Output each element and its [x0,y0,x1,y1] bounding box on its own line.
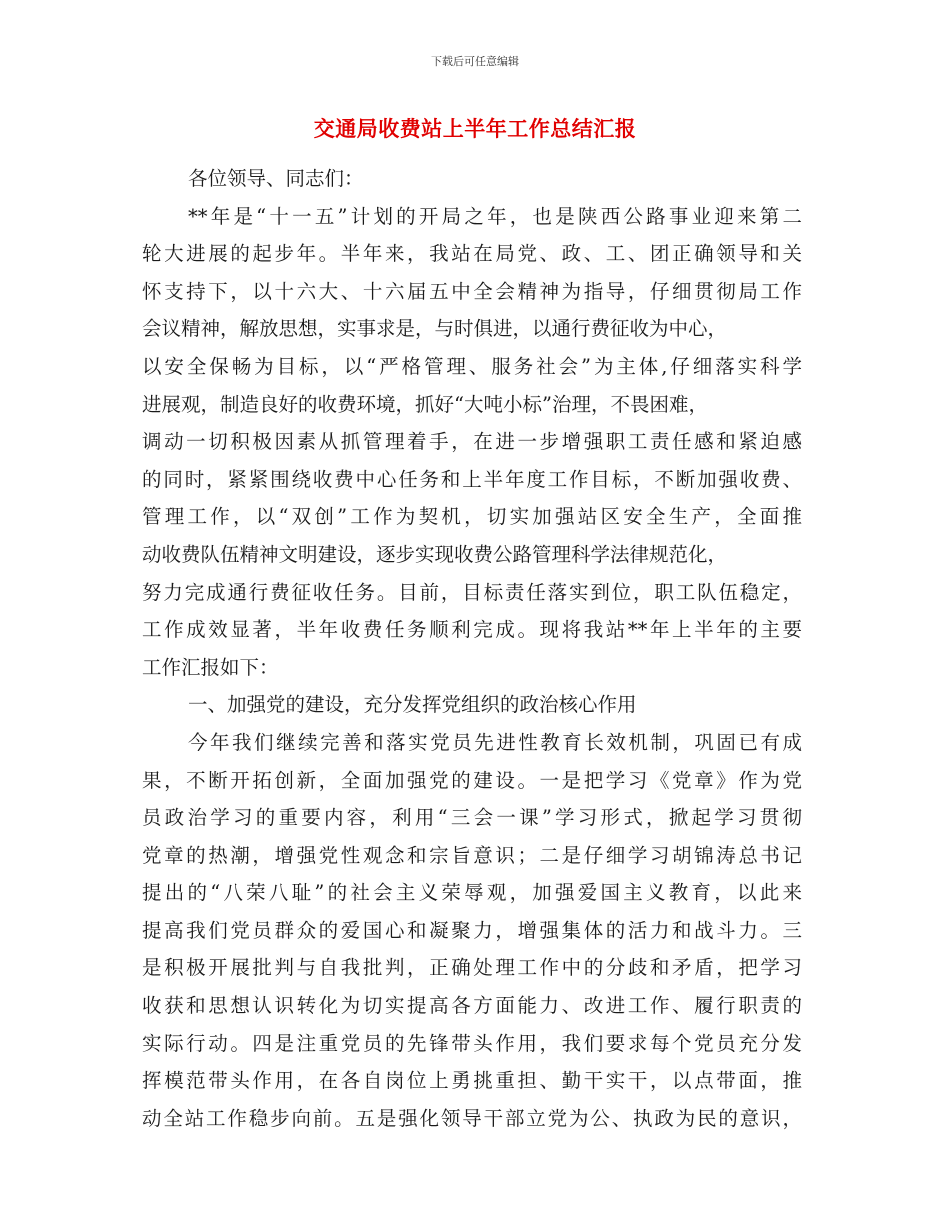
text-line: 轮大进展的起步年。半年来，我站在局党、政、工、团正确领导和关 [142,242,802,266]
page-header: 下载后可任意编辑 [431,55,519,68]
text-line: 是积极开展批判与自我批判，正确处理工作中的分歧和矛盾，把学习 [142,956,802,980]
text-line: 工作汇报如下： [142,655,279,679]
text-line: 党章的热潮，增强党性观念和宗旨意识；二是仔细学习胡锦涛总书记 [142,843,802,867]
text-line: 努力完成通行费征收任务。目前，目标责任落实到位，职工队伍稳定， [142,580,802,604]
text-line: 怀支持下，以十六大、十六届五中全会精神为指导，仔细贯彻局工作 [142,279,802,303]
text-line: 今年我们继续完善和落实党员先进性教育长效机制，巩固已有成 [188,730,802,754]
text-line: 果，不断开拓创新，全面加强党的建设。一是把学习《党章》作为党 [142,768,802,792]
text-line: 管理工作，以“双创”工作为契机，切实加强站区安全生产，全面推 [142,505,802,529]
text-line: 进展观，制造良好的收费环境，抓好“大吨小标”治理，不畏困难， [142,392,708,416]
text-line: 实际行动。四是注重党员的先锋带头作用，我们要求每个党员充分发 [142,1031,802,1055]
document-body [142,160,802,1137]
document-title: 交通局收费站上半年工作总结汇报 [313,117,637,141]
text-line: 以安全保畅为目标，以“严格管理、服务社会”为主体,仔细落实科学 [142,354,802,378]
text-line: 调动一切积极因素从抓管理着手，在进一步增强职工责任感和紧迫感 [142,430,802,454]
text-line: 挥模范带头作用，在各自岗位上勇挑重担、勤干实干，以点带面，推 [142,1069,802,1093]
text-line: **年是“十一五”计划的开局之年，也是陕西公路事业迎来第二 [188,204,802,228]
text-line: 动全站工作稳步向前。五是强化领导干部立党为公、执政为民的意识， [142,1106,802,1130]
text-line: 提高我们党员群众的爱国心和凝聚力，增强集体的活力和战斗力。三 [142,918,802,942]
text-line: 的同时，紧紧围绕收费中心任务和上半年度工作目标，不断加强收费、 [142,467,802,491]
text-line: 会议精神，解放思想，实事求是，与时俱进，以通行费征收为中心， [142,317,728,341]
text-line: 动收费队伍精神文明建设，逐步实现收费公路管理科学法律规范化， [142,542,728,566]
text-line: 提出的“八荣八耻”的社会主义荣辱观，加强爱国主义教育，以此来 [142,881,802,905]
text-line: 各位领导、同志们： [188,167,364,190]
text-line: 一、加强党的建设，充分发挥党组织的政治核心作用 [188,693,637,717]
text-line: 收获和思想认识转化为切实提高各方面能力、改进工作、履行职责的 [142,994,802,1018]
text-line: 员政治学习的重要内容，利用“三会一课”学习形式，掀起学习贯彻 [142,806,802,830]
text-line: 工作成效显著，半年收费任务顺利完成。现将我站**年上半年的主要 [142,618,802,642]
